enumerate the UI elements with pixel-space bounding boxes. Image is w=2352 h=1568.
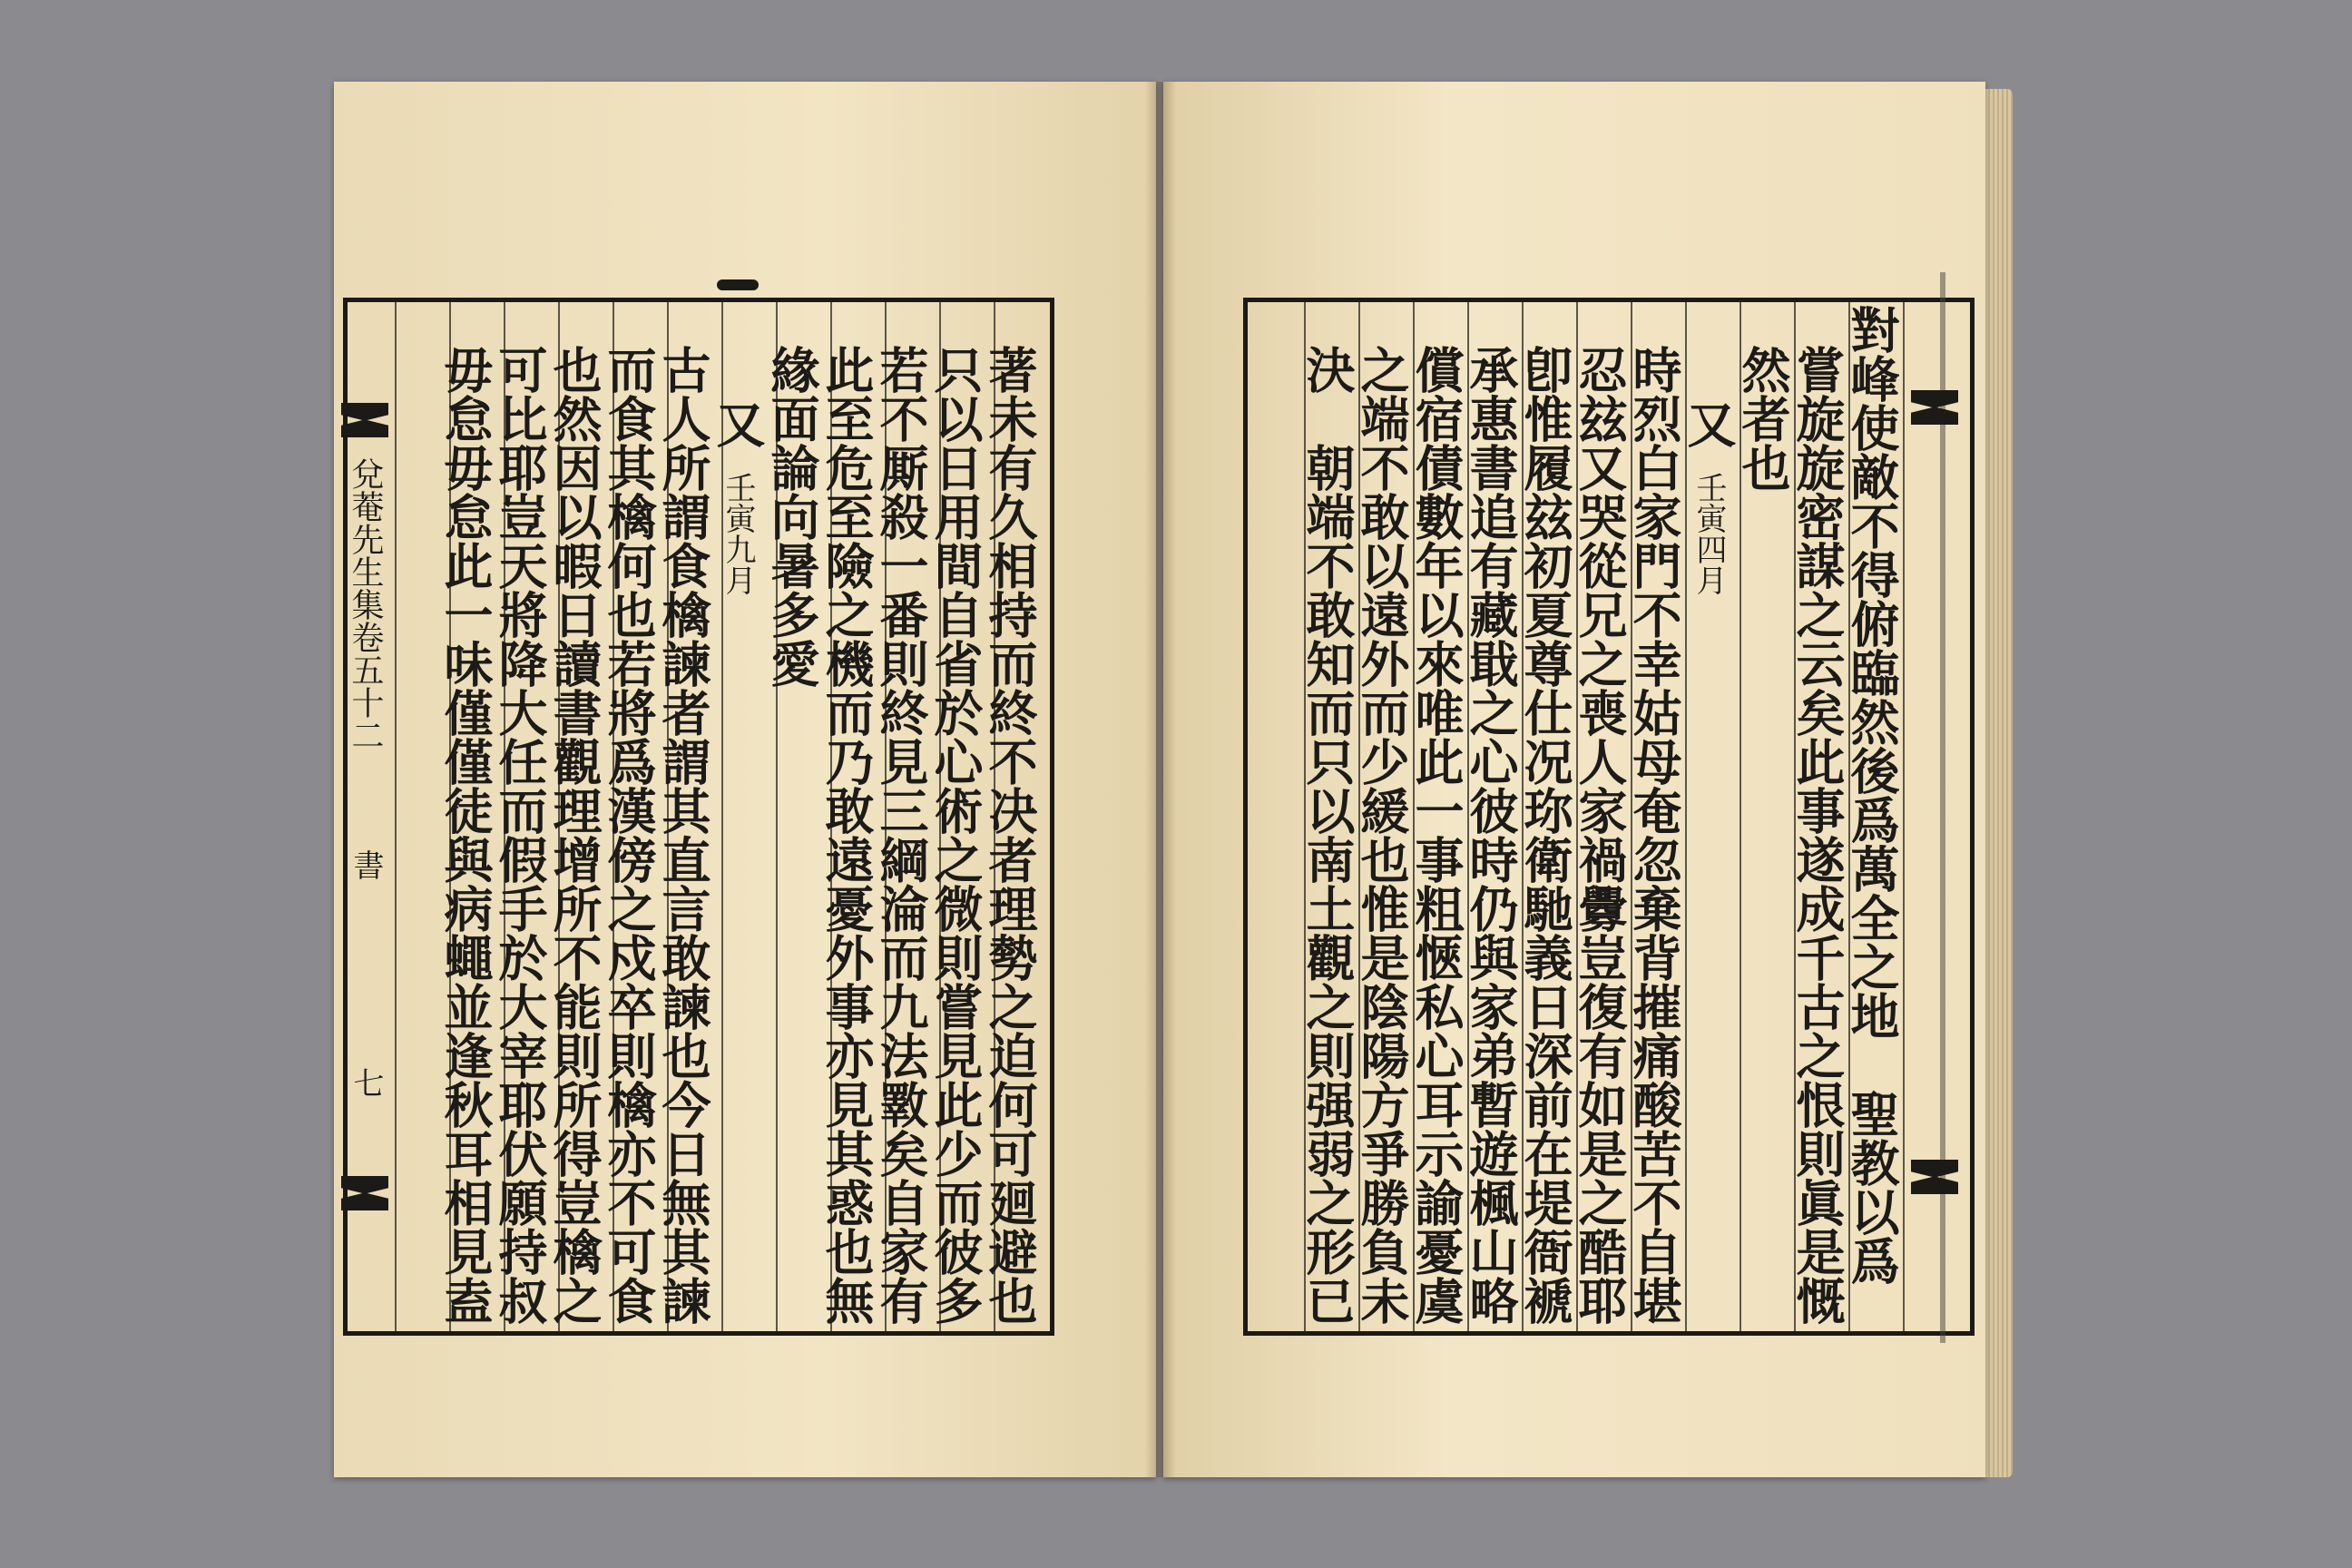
text-column: 承惠書追有藏戢之心彼時仍與家弟暫遊楓山略 <box>1462 345 1520 1325</box>
ink-blot <box>717 279 759 290</box>
fish-tail-mark-icon <box>341 403 388 437</box>
book-title: 兌菴先生集卷五十二 <box>347 457 384 751</box>
text-column: 償宿債數年以來唯此一事粗愜私心耳示諭憂虞 <box>1407 345 1465 1325</box>
text-column: 卽惟履玆初夏尊仕况珎衛馳義日深前在堤衙褫 <box>1516 345 1574 1325</box>
section-label: 書 <box>348 849 384 880</box>
text-column: 著未有久相持而終不决者理勢之迫何可廻避也 <box>981 345 1039 1325</box>
text-column: 決 朝端不敢知而只以南土觀之則强弱之形已 <box>1298 345 1357 1325</box>
page-number: 七 <box>348 1067 384 1098</box>
text-column: 也然因以暇日讀書觀理增所不能則所得豈檎之 <box>545 345 603 1325</box>
date-note: 壬寅九月 <box>720 472 756 595</box>
page-edges <box>1985 89 2013 1477</box>
text-column: 忍玆又哭從兄之喪人家禍釁豈復有如是之酷耶 <box>1571 345 1629 1325</box>
text-column: 緣面論向暑多愛 <box>763 345 821 688</box>
text-column: 嘗旋旋密謀之云矣此事遂成千古之恨則眞是慨 <box>1788 345 1847 1325</box>
text-column: 可比耶豈天將降大任而假手於大宰耶伏願持叔 <box>491 345 549 1325</box>
text-column: 只以日用間自省於心術之微則嘗見此少而彼多 <box>926 345 985 1325</box>
fish-tail-mark-icon <box>341 1176 388 1210</box>
text-column: 之端不敢以遠外而少緩也惟是陰陽方爭勝負未 <box>1353 345 1411 1325</box>
center-column <box>341 341 388 1299</box>
text-column: 對峰使敵不得俯臨然後爲萬全之地 聖教以爲 <box>1843 305 1901 1285</box>
text-column: 然者也 <box>1734 345 1792 492</box>
date-note: 壬寅四月 <box>1690 472 1727 595</box>
text-column: 古人所謂食檎諫者謂其直言敢諫也今日無其諫 <box>654 345 712 1325</box>
text-column: 此至危至險之機而乃敢遠憂外事亦見其惑也無 <box>818 345 876 1325</box>
text-column: 若不厮殺一番則終見三綱淪而九法斁矣自家有 <box>872 345 930 1325</box>
heading-again: 又 <box>1680 399 1738 448</box>
book-gutter <box>1145 82 1176 1477</box>
heading-again: 又 <box>709 399 767 448</box>
text-column: 而食其檎何也若將爲漢傍之戍卒則檎亦不可食 <box>600 345 658 1325</box>
text-column: 毋怠毋怠此一味僅僅徒與病蠅並逢秋耳相見盍 <box>436 345 495 1325</box>
text-column: 時烈白家門不幸姑母奄忽棄背摧痛酸苦不自堪 <box>1625 345 1683 1325</box>
